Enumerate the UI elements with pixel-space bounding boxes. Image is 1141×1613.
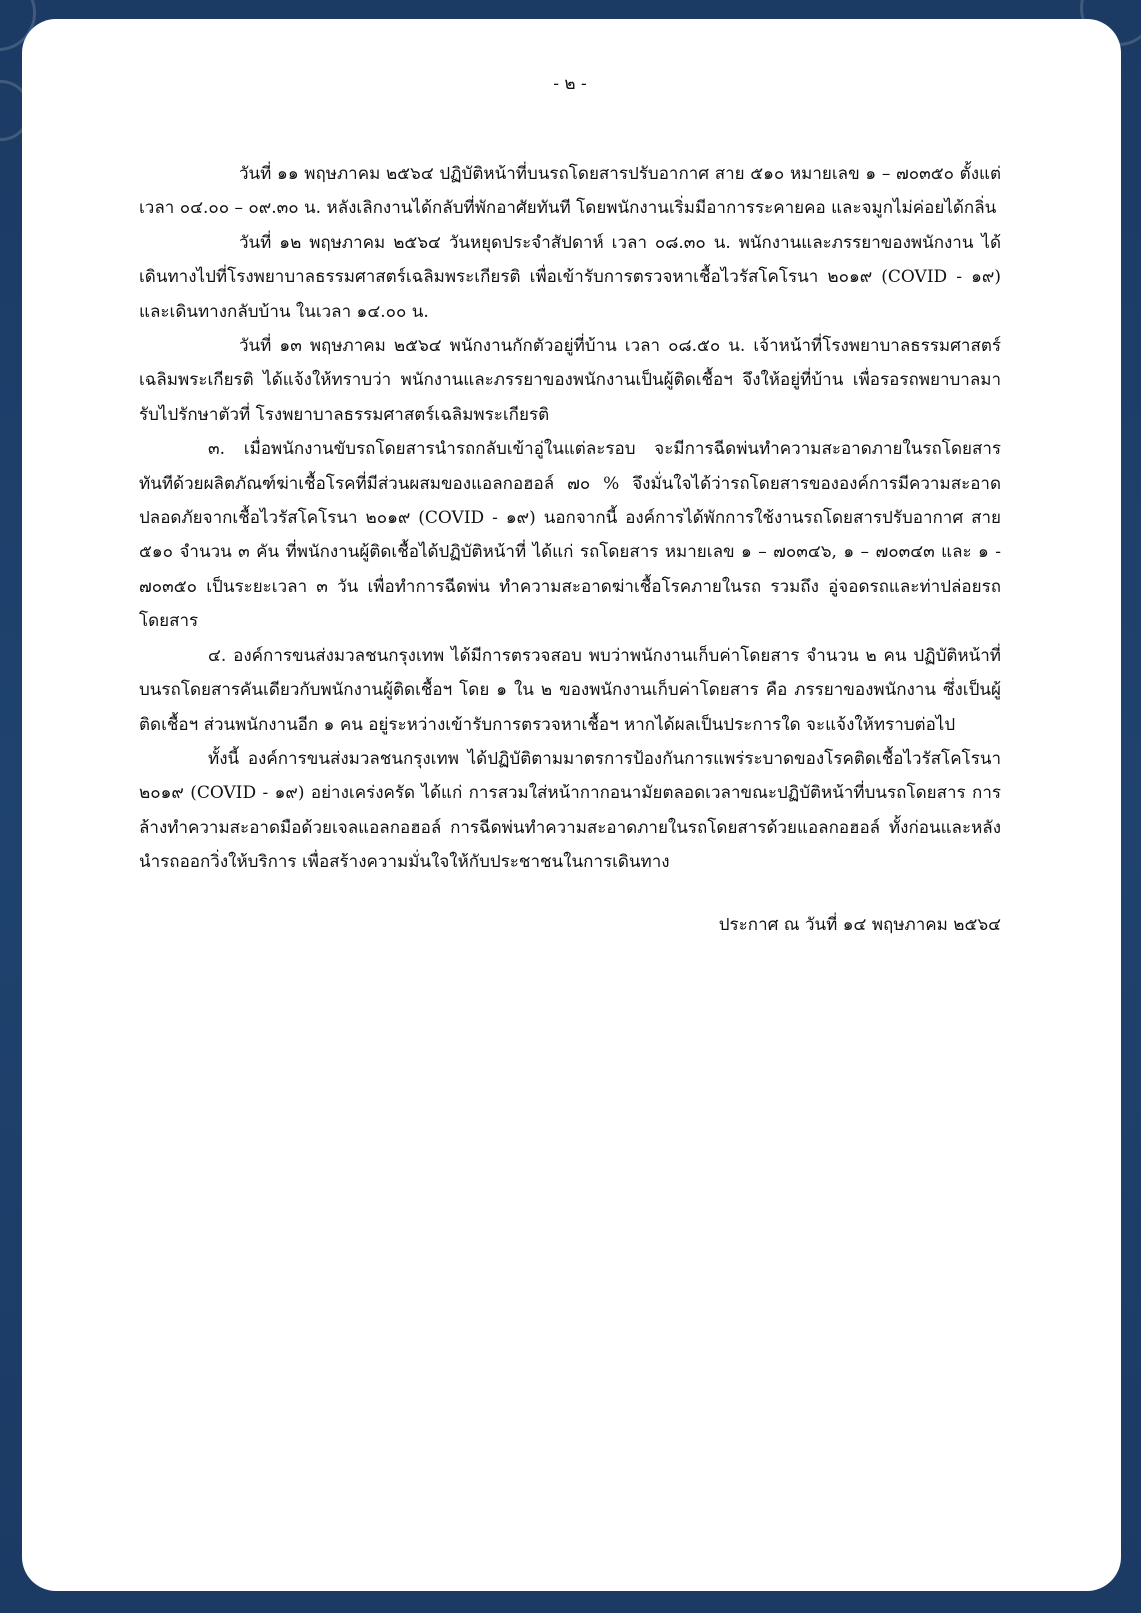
paragraph-item-4: ๔. องค์การขนส่งมวลชนกรุงเทพ ได้มีการตรวจสอบ พบว่าพนักงานเก็บค่าโดยสาร จำนวน ๒ คน ปฏิบัติหน้าที่บนรถโดยสารคันเดียวกับพนักงานผู้ติดเชื้อฯ โดย ๑ ใน ๒ ของพนักงานเก็บค่าโดยสาร คือ ภรรยาของพนักงาน ซึ่งเป็นผู้ติดเชื้อฯ ส่วนพนักงานอีก ๑ คน อยู่ระหว่างเข้ารับการตรวจหาเชื้อฯ หากได้ผลเป็นประการใด จะแจ้งให้ทราบต่อไป: [139, 645, 1001, 735]
document-body: [139, 69, 1001, 942]
paragraph-may-12: วันที่ ๑๒ พฤษภาคม ๒๕๖๔ วันหยุดประจำสัปดาห์ เวลา ๐๘.๓๐ น. พนักงานและภรรยาของพนักงาน ได้เดินทางไปที่โรงพยาบาลธรรมศาสตร์เฉลิมพระเกียรติ เพื่อเข้ารับการตรวจหาเชื้อไวรัสโคโรนา ๒๐๑๙ (COVID - ๑๙) และเดินทางกลับบ้าน ในเวลา ๑๔.๐๐ น.: [139, 232, 1001, 322]
document-page: [22, 19, 1121, 1591]
page-number: - ๒ -: [553, 74, 587, 94]
announcement-date: ประกาศ ณ วันที่ ๑๔ พฤษภาคม ๒๕๖๔: [718, 914, 1001, 935]
paragraph-may-13: วันที่ ๑๓ พฤษภาคม ๒๕๖๔ พนักงานกักตัวอยู่ที่บ้าน เวลา ๐๘.๕๐ น. เจ้าหน้าที่โรงพยาบาลธรรมศาสตร์เฉลิมพระเกียรติ ได้แจ้งให้ทราบว่า พนักงานและภรรยาของพนักงานเป็นผู้ติดเชื้อฯ จึงให้อยู่ที่บ้าน เพื่อรอรถพยาบาลมารับไปรักษาตัวที่ โรงพยาบาลธรรมศาสตร์เฉลิมพระเกียรติ: [139, 336, 1001, 425]
paragraph-summary: ทั้งนี้ องค์การขนส่งมวลชนกรุงเทพ ได้ปฏิบัติตามมาตรการป้องกันการแพร่ระบาดของโรคติดเชื้อไวรัสโคโรนา ๒๐๑๙ (COVID - ๑๙) อย่างเคร่งครัด ได้แก่ การสวมใส่หน้ากากอนามัยตลอดเวลาขณะปฏิบัติหน้าที่บนรถโดยสาร การล้างทำความสะอาดมือด้วยเจลแอลกอฮอล์ การฉีดพ่นทำความสะอาดภายในรถโดยสารด้วยแอลกอฮอล์ ทั้งก่อนและหลังนำรถออกวิ่งให้บริการ เพื่อสร้างความมั่นใจให้กับประชาชนในการเดินทาง: [139, 748, 1001, 873]
paragraph-item-3: ๓. เมื่อพนักงานขับรถโดยสารนำรถกลับเข้าอู่ในแต่ละรอบ จะมีการฉีดพ่นทำความสะอาดภายในรถโดยสารทันทีด้วยผลิตภัณฑ์ฆ่าเชื้อโรคที่มีส่วนผสมของแอลกอฮอล์ ๗๐ % จึงมั่นใจได้ว่ารถโดยสารขององค์การมีความสะอาด ปลอดภัยจากเชื้อไวรัสโคโรนา ๒๐๑๙ (COVID - ๑๙) นอกจากนี้ องค์การได้พักการใช้งานรถโดยสารปรับอากาศ สาย ๕๑๐ จำนวน ๓ คัน ที่พนักงานผู้ติดเชื้อได้ปฏิบัติหน้าที่ ได้แก่ รถโดยสาร หมายเลข ๑ – ๗๐๓๔๖, ๑ – ๗๐๓๔๓ และ ๑ - ๗๐๓๕๐ เป็นระยะเวลา ๓ วัน เพื่อทำการฉีดพ่น ทำความสะอาดฆ่าเชื้อโรคภายในรถ รวมถึง อู่จอดรถและท่าปล่อยรถโดยสาร: [139, 439, 1001, 632]
paragraph-may-11: วันที่ ๑๑ พฤษภาคม ๒๕๖๔ ปฏิบัติหน้าที่บนรถโดยสารปรับอากาศ สาย ๕๑๐ หมายเลข ๑ – ๗๐๓๕๐ ตั้งแต่เวลา ๐๔.๐๐ – ๐๙.๓๐ น. หลังเลิกงานได้กลับที่พักอาศัยทันที โดยพนักงานเริ่มมีอาการระคายคอ และจมูกไม่ค่อยได้กลิ่น: [139, 164, 1001, 219]
